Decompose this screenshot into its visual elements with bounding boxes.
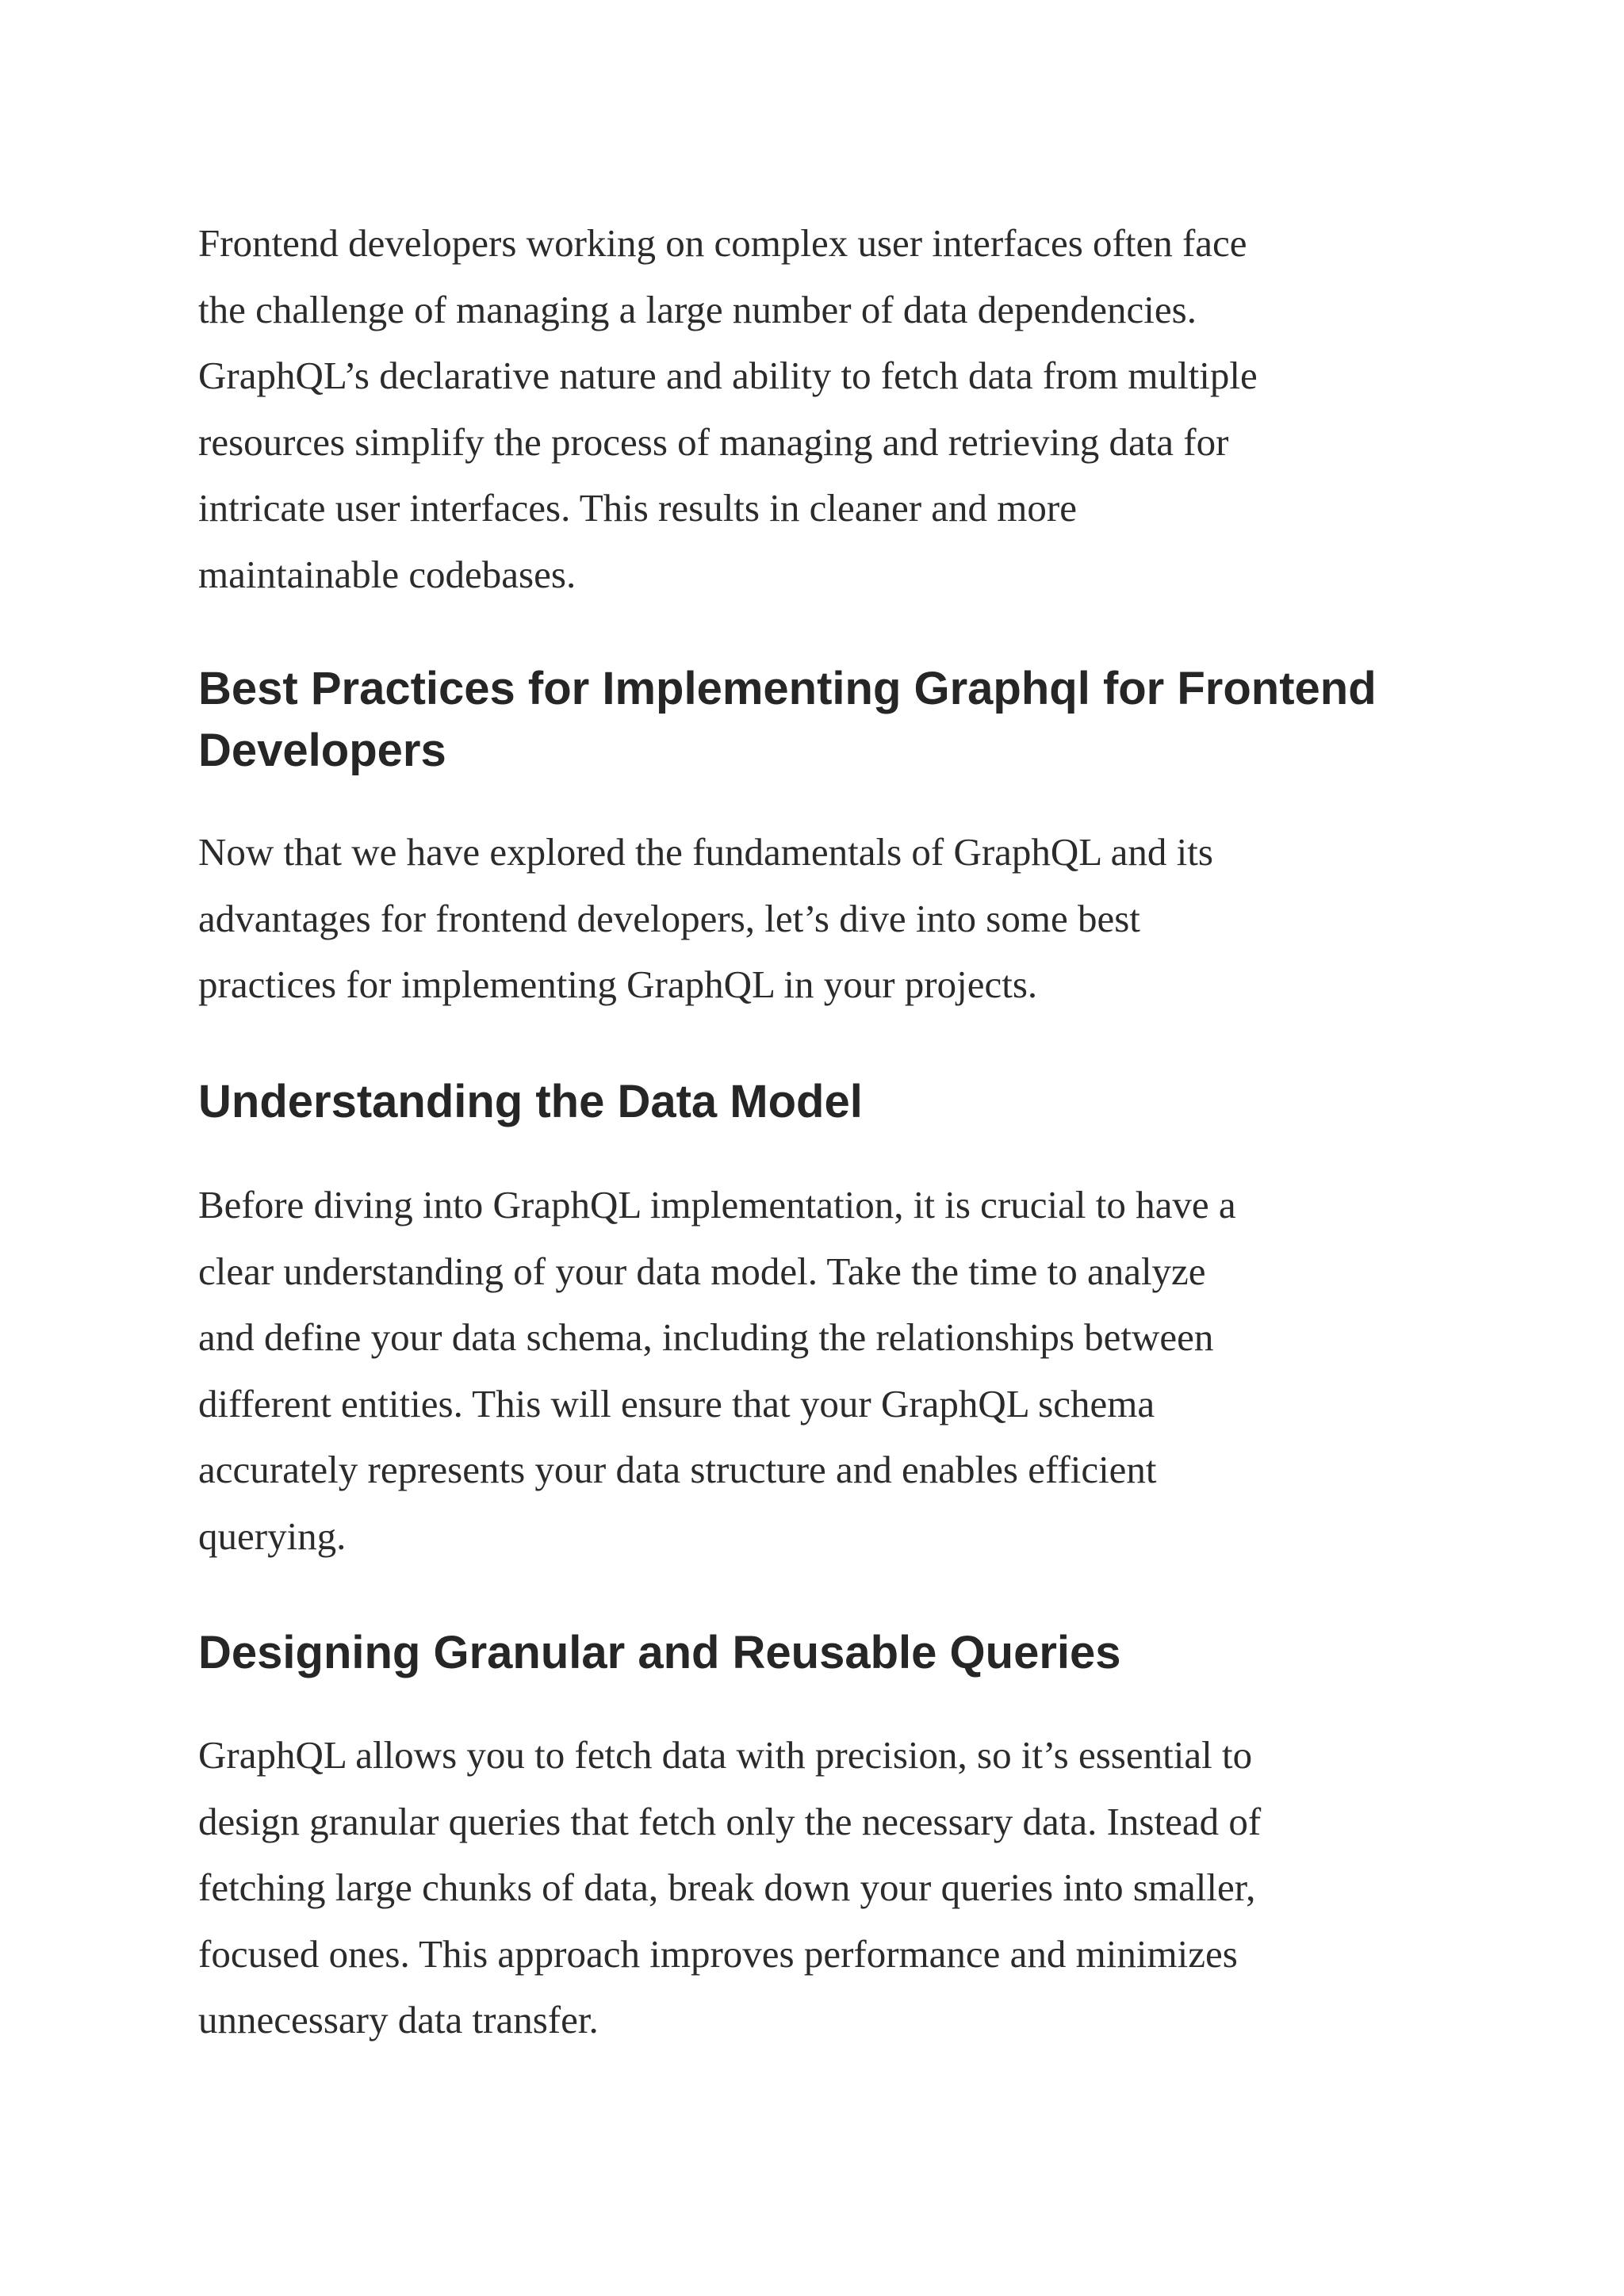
data-model-paragraph (198, 1172, 1236, 1569)
heading-line: Understanding the Data Model (198, 1076, 863, 1127)
heading-line: Designing Granular and Reusable Queries (198, 1627, 1121, 1678)
paragraph-line: querying. (198, 1513, 347, 1558)
paragraph-line: Before diving into GraphQL implementation, it is crucial to have a (198, 1183, 1236, 1226)
heading-line: Best Practices for Implementing Graphql for Frontend (198, 663, 1377, 714)
paragraph-line: the challenge of managing a large number of data dependencies. (198, 287, 1197, 331)
paragraph-line: intricate user interfaces. This results in cleaner and more (198, 486, 1077, 530)
queries-paragraph (198, 1722, 1261, 2053)
paragraph-line: advantages for frontend developers, let’s dive into some best (198, 896, 1140, 940)
paragraph-line: Frontend developers working on complex user interfaces often face (198, 221, 1247, 265)
heading-line: Developers (198, 725, 446, 776)
paragraph-line: design granular queries that fetch only the necessary data. Instead of (198, 1799, 1262, 1843)
paragraph-line: unnecessary data transfer. (198, 1998, 599, 2042)
paragraph-line: clear understanding of your data model. Take the time to analyze (198, 1249, 1206, 1293)
paragraph-line: accurately represents your data structure and enables efficient (198, 1448, 1157, 1491)
paragraph-line: and define your data schema, including the relationships between (198, 1315, 1214, 1359)
intro-paragraph (198, 210, 1258, 607)
paragraph-line: resources simplify the process of managing and retrieving data for (198, 419, 1229, 464)
paragraph-line: different entities. This will ensure that your GraphQL schema (198, 1381, 1155, 1425)
section-heading-best-practices (198, 658, 1377, 782)
section-heading-data-model (198, 1071, 863, 1133)
paragraph-line: fetching large chunks of data, break down your queries into smaller, (198, 1866, 1256, 1909)
paragraph-line: GraphQL allows you to fetch data with precision, so it’s essential to (198, 1733, 1253, 1777)
section-heading-queries (198, 1622, 1121, 1684)
paragraph-line: maintainable codebases. (198, 552, 576, 596)
best-practices-paragraph (198, 819, 1213, 1018)
paragraph-line: GraphQL’s declarative nature and ability to fetch data from multiple (198, 354, 1258, 397)
paragraph-line: focused ones. This approach improves performance and minimizes (198, 1931, 1238, 1976)
paragraph-line: Now that we have explored the fundamentals of GraphQL and its (198, 830, 1213, 874)
paragraph-line: practices for implementing GraphQL in your projects. (198, 962, 1038, 1006)
